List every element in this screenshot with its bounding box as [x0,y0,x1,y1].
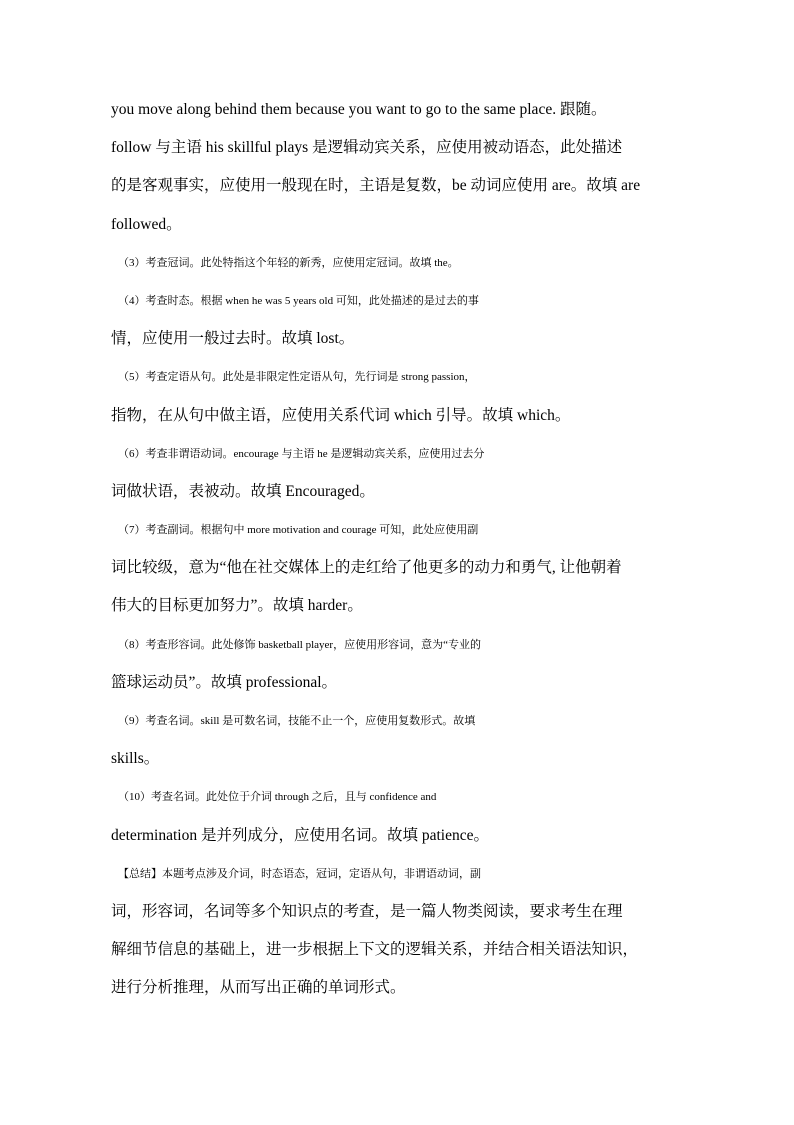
item-4-line: （4）考查时态。根据 when he was 5 years old 可知，此处描述的是过去的事 [118,294,479,307]
paragraph-line: you move along behind them because you want to go to the same place. 跟随。 [111,101,607,118]
item-7-line: （7）考查副词。根据句中 more motivation and courage 可知，此处应使用副 [118,524,479,537]
summary-line: 进行分析推理，从而写出正确的单词形式。 [111,979,406,997]
item-8-line: 篮球运动员”。故填 professional。 [111,673,338,691]
paragraph-line: follow 与主语 his skillful plays 是逻辑动宾关系，应使用被动语态，此处描述 [111,139,623,157]
paragraph-line: followed。 [111,215,182,233]
item-8-line: （8）考查形容词。此处修饰 basketball player，应使用形容词，意为“专业的 [118,638,481,651]
item-10-line: （10）考查名词。此处位于介词 through 之后，且与 confidence and [118,791,437,804]
item-7-line: 伟大的目标更加努力”。故填 harder。 [111,597,363,615]
item-6-line: 词做状语，表被动。故填 Encouraged。 [111,482,375,500]
item-3-line: （3）考查冠词。此处特指这个年轻的新秀，应使用定冠词。故填 the。 [118,256,459,269]
paragraph-line: 的是客观事实，应使用一般现在时，主语是复数，be 动词应使用 are。故填 are [111,177,641,195]
summary-line: 词，形容词，名词等多个知识点的考查，是一篇人物类阅读，要求考生在理 [111,902,623,920]
item-5-line: （5）考查定语从句。此处是非限定性定语从句，先行词是 strong passion， [118,371,476,384]
answer-explanation [111,91,685,1008]
item-9-line: （9）考查名词。skill 是可数名词，技能不止一个，应使用复数形式。故填 [118,715,476,727]
item-6-line: （6）考查非谓语动词。encourage 与主语 he 是逻辑动宾关系，应使用过去分 [118,447,485,460]
item-4-line: 情，应使用一般过去时。故填 lost。 [111,330,355,348]
item-7-line: 词比较级，意为“他在社交媒体上的走红给了他更多的动力和勇气, 让他朝着 [111,559,622,577]
summary-line: 【总结】本题考点涉及介词，时态语态，冠词，定语从句，非谓语动词，副 [118,867,481,880]
item-9-line: skills。 [111,750,160,768]
item-5-line: 指物，在从句中做主语，应使用关系代词 which 引导。故填 which。 [111,406,571,424]
item-10-line: determination 是并列成分，应使用名词。故填 patience。 [111,826,489,844]
summary-line: 解细节信息的基础上，进一步根据上下文的逻辑关系，并结合相关语法知识， [111,941,639,959]
